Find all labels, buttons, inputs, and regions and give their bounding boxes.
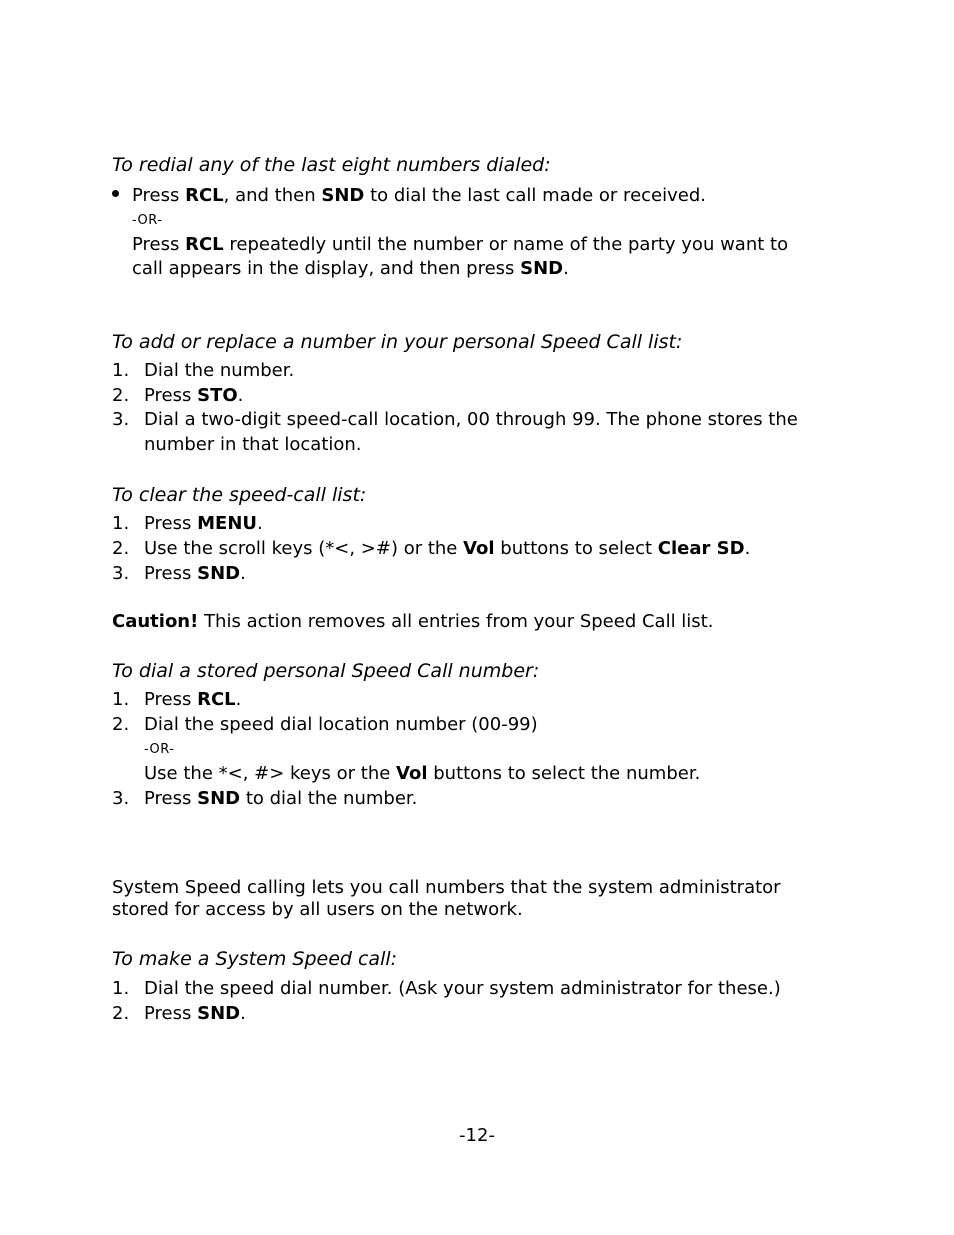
list-item-number: 2. <box>112 714 130 735</box>
list-item-number: 3. <box>112 788 130 809</box>
heading-add-replace: To add or replace a number in your personal Speed Call list: <box>112 331 683 353</box>
page-number: -12- <box>459 1125 495 1146</box>
list-item-number: 1. <box>112 513 130 534</box>
paragraph-line: stored for access by all users on the network. <box>112 899 523 920</box>
list-item-number: 1. <box>112 360 130 381</box>
list-item-number: 3. <box>112 409 130 430</box>
list-item-number: 2. <box>112 1003 130 1024</box>
list-item-number: 2. <box>112 385 130 406</box>
heading-dial-stored: To dial a stored personal Speed Call number: <box>112 660 540 682</box>
list-item: Dial the speed dial location number (00-99) <box>144 714 538 735</box>
heading-redial: To redial any of the last eight numbers dialed: <box>112 154 551 176</box>
list-item-number: 2. <box>112 538 130 559</box>
or-separator: -OR- <box>132 213 163 228</box>
list-item: Press SND. <box>144 563 246 584</box>
list-item: Dial the number. <box>144 360 295 381</box>
list-item: Press RCL. <box>144 689 242 710</box>
or-separator: -OR- <box>144 742 175 757</box>
list-item-continued: number in that location. <box>144 434 362 455</box>
redial-bullet-line1: Press RCL, and then SND to dial the last call made or received. <box>132 185 706 206</box>
list-item-number: 1. <box>112 689 130 710</box>
heading-system-speed: To make a System Speed call: <box>112 948 398 970</box>
list-item: Press SND to dial the number. <box>144 788 418 809</box>
list-item: Press MENU. <box>144 513 263 534</box>
list-item: Press SND. <box>144 1003 246 1024</box>
list-item: Dial the speed dial number. (Ask your system administrator for these.) <box>144 978 781 999</box>
list-item-number: 1. <box>112 978 130 999</box>
list-item-number: 3. <box>112 563 130 584</box>
heading-clear-list: To clear the speed-call list: <box>112 484 367 506</box>
list-item: Dial a two-digit speed-call location, 00 through 99. The phone stores the <box>144 409 798 430</box>
list-item: Use the scroll keys (*<, >#) or the Vol buttons to select Clear SD. <box>144 538 751 559</box>
list-item: Press STO. <box>144 385 244 406</box>
list-item-alternative: Use the *<, #> keys or the Vol buttons to select the number. <box>144 763 701 784</box>
paragraph-line: System Speed calling lets you call numbers that the system administrator <box>112 877 781 898</box>
redial-bullet-line2: Press RCL repeatedly until the number or name of the party you want to <box>132 234 789 255</box>
caution-note: Caution! This action removes all entries from your Speed Call list. <box>112 611 714 632</box>
redial-bullet-line3: call appears in the display, and then press SND. <box>132 258 569 279</box>
bullet-dot-icon <box>112 190 119 197</box>
